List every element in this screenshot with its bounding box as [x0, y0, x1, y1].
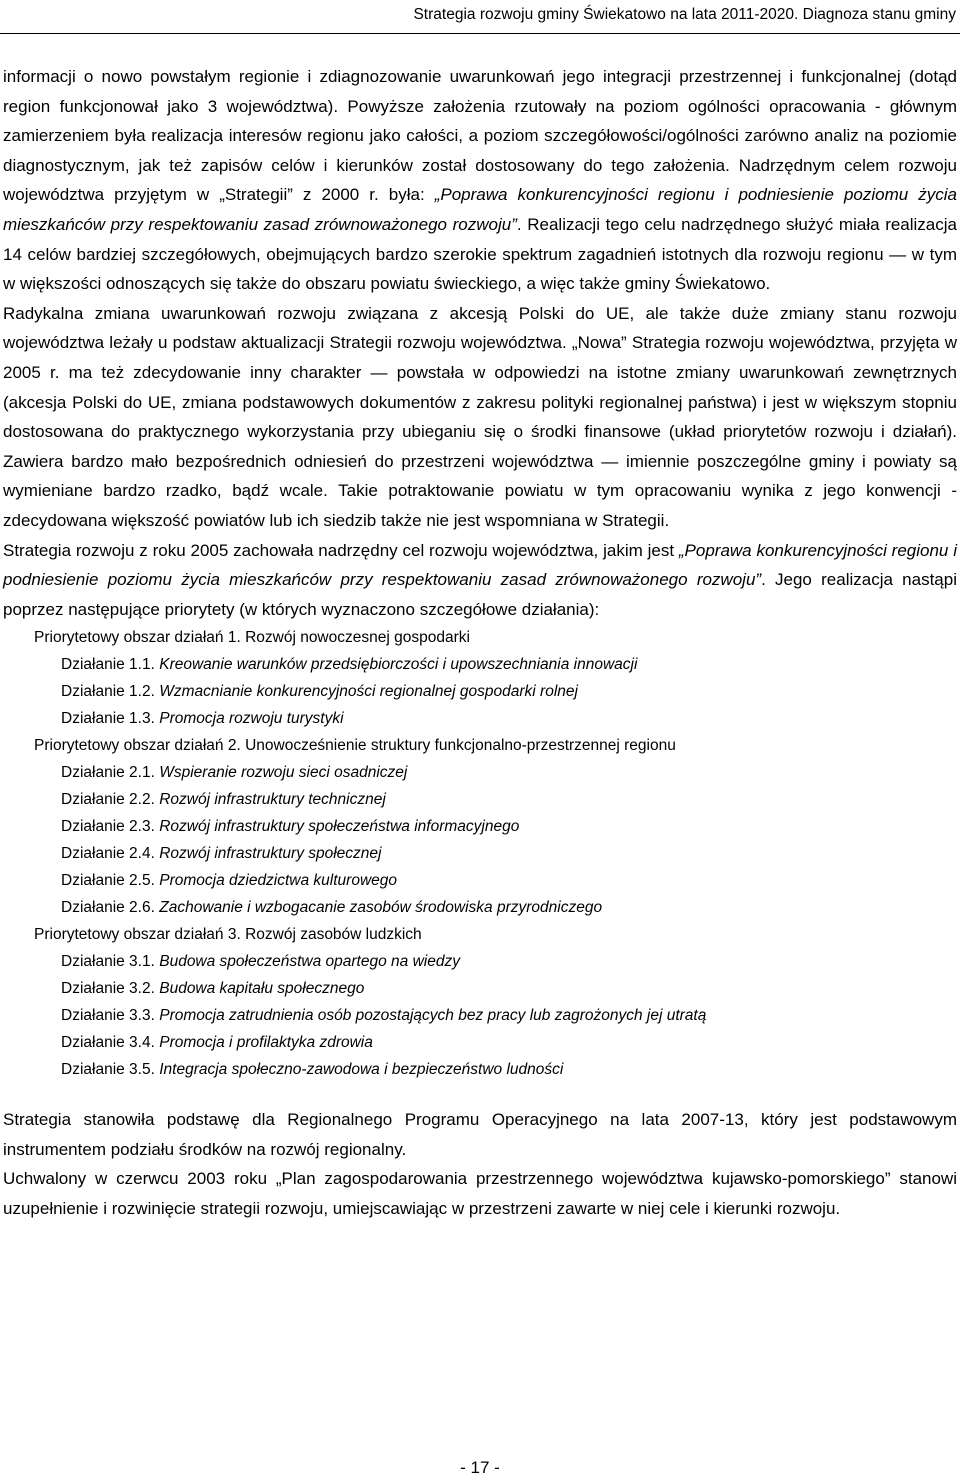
action-label: Działanie 2.4. [61, 845, 155, 863]
action-text: Promocja zatrudnienia osób pozostających bez pracy lub zagrożonych jej utratą [159, 1007, 707, 1025]
action-item [3, 759, 957, 786]
action-item [3, 651, 957, 678]
action-label: Działanie 3.1. [61, 953, 155, 971]
header-rule [0, 33, 960, 34]
paragraph-strategy-2000 [3, 62, 957, 299]
action-item [3, 975, 957, 1002]
paragraph-text: Strategia rozwoju z roku 2005 zachowała nadrzędny cel rozwoju województwa, jakim jest [3, 540, 679, 560]
action-text: Rozwój infrastruktury technicznej [159, 791, 386, 809]
goal-quote: „Poprawa konkurencyjności regionu i podniesienie poziomu życia mieszkańców przy respektowaniu zasad zrównoważonego rozwoju” [3, 185, 957, 234]
action-label: Działanie 1.3. [61, 710, 155, 728]
paragraph-strategy-2005: Radykalna zmiana uwarunkowań rozwoju związana z akcesją Polski do UE, ale także duże zmiany stanu rozwoju województwa leżały u podstaw aktualizacji Strategii rozwoju województwa. „Nowa” Strategia rozwoju województwa, przyjęta w 2005 r. ma też zdecydowanie inny charakter — powstała w odpowiedzi na istotne zmiany uwarunkowań zewnętrznych (akcesja Polski do UE, zmiana podstawowych dokumentów z zakresu polityki regionalnej państwa) i jest w większym stopniu dostosowana do praktycznego wykorzystania przy ubieganiu się o środki finansowe (układ priorytetów rozwoju i działań). Zawiera bardzo mało bezpośrednich odniesień do przestrzeni województwa — imiennie poszczególne gminy i powiaty są wymieniane bardzo rzadko, bądź wcale. Takie potraktowanie powiatu w tym opracowaniu wynika z jego konwencji - zdecydowana większość powiatów lub ich siedzib także nie jest wspomniana w Strategii. [3, 303, 957, 530]
action-text: Wzmacnianie konkurencyjności regionalnej gospodarki rolnej [159, 683, 578, 701]
action-text: Budowa kapitału społecznego [159, 980, 365, 998]
paragraph-text: informacji o nowo powstałym regionie i zdiagnozowanie uwarunkowań jego integracji przestrzennej i funkcjonalnej (dotąd region funkcjonował jako 3 województwa). Powyższe założenia rzutowały na poziom ogólności opracowania - głównym zamierzeniem była realizacja interesów regionu jako całości, a poziom szczegółowości/ogólności zarówno analiz na poziomie diagnostycznym, jak też zapisów celów i kierunków został dostosowany do tego założenia. Nadrzędnym celem rozwoju województwa przyjętym w „Strategii” z 2000 r. była: [3, 67, 957, 205]
action-item [3, 1002, 957, 1029]
page-body [3, 62, 957, 1224]
action-text: Zachowanie i wzbogacanie zasobów środowiska przyrodniczego [159, 899, 603, 917]
action-text: Wspieranie rozwoju sieci osadniczej [159, 764, 408, 782]
action-label: Działanie 3.5. [61, 1061, 155, 1079]
action-label: Działanie 2.1. [61, 764, 155, 782]
action-text: Integracja społeczno-zawodowa i bezpieczeństwo ludności [159, 1061, 564, 1079]
paragraph-text: . Realizacji tego celu nadrzędnego służyć miała realizacja 14 celów bardziej szczegółowych, obejmujących bardzo szerokie spektrum zagadnień istotnych dla rozwoju regionu — w tym w większości odnoszących się także do obszaru powiatu świeckiego, a więc także gminy Świekatowo. [3, 214, 957, 294]
action-label: Działanie 3.3. [61, 1007, 155, 1025]
paragraph-spatial-plan: Uchwalony w czerwcu 2003 roku „Plan zagospodarowania przestrzennego województwa kujawsko-pomorskiego” stanowi uzupełnienie i rozwinięcie strategii rozwoju, umiejscawiając w przestrzeni zawarte w niej cele i kierunki rozwoju. [3, 1169, 957, 1219]
action-item [3, 786, 957, 813]
action-label: Działanie 2.5. [61, 872, 155, 890]
paragraph-rpo: Strategia stanowiła podstawę dla Regionalnego Programu Operacyjnego na lata 2007-13, który jest podstawowym instrumentem podziału środków na rozwój regionalny. [3, 1110, 957, 1159]
paragraph-text: . Jego realizacja nastąpi poprzez następujące priorytety (w których wyznaczono szczegółowe działania): [3, 570, 957, 619]
action-label: Działanie 2.6. [61, 899, 155, 917]
action-label: Działanie 3.4. [61, 1034, 155, 1052]
spacer [3, 1083, 957, 1105]
action-item [3, 867, 957, 894]
action-item [3, 705, 957, 732]
paragraph-goal-2005 [3, 536, 957, 625]
action-item [3, 678, 957, 705]
action-label: Działanie 1.2. [61, 683, 155, 701]
priority-area: Priorytetowy obszar działań 3. Rozwój zasobów ludzkich [34, 926, 422, 944]
action-text: Promocja rozwoju turystyki [159, 710, 344, 728]
priority-area: Priorytetowy obszar działań 1. Rozwój nowoczesnej gospodarki [34, 629, 470, 647]
action-label: Działanie 1.1. [61, 656, 155, 674]
priority-area: Priorytetowy obszar działań 2. Unowocześnienie struktury funkcjonalno-przestrzennej regionu [34, 737, 676, 755]
action-text: Rozwój infrastruktury społecznej [159, 845, 382, 863]
running-header: Strategia rozwoju gminy Świekatowo na lata 2011-2020. Diagnoza stanu gminy [413, 6, 956, 23]
action-text: Kreowanie warunków przedsiębiorczości i upowszechniania innowacji [159, 656, 638, 674]
action-item [3, 894, 957, 921]
action-text: Budowa społeczeństwa opartego na wiedzy [159, 953, 460, 971]
action-text: Rozwój infrastruktury społeczeństwa informacyjnego [159, 818, 520, 836]
priorities-list [3, 624, 957, 1083]
action-item [3, 1056, 957, 1083]
action-item [3, 840, 957, 867]
goal-quote: „Poprawa konkurencyjności regionu i podniesienie poziomu życia mieszkańców przy respektowaniu zasad zrównoważonego rozwoju” [3, 540, 957, 590]
action-item [3, 813, 957, 840]
page-number: - 17 - [460, 1458, 500, 1477]
action-label: Działanie 2.3. [61, 818, 155, 836]
action-label: Działanie 2.2. [61, 791, 155, 809]
action-label: Działanie 3.2. [61, 980, 155, 998]
action-item [3, 948, 957, 975]
action-text: Promocja dziedzictwa kulturowego [159, 872, 398, 890]
action-item [3, 1029, 957, 1056]
action-text: Promocja i profilaktyka zdrowia [159, 1034, 373, 1052]
